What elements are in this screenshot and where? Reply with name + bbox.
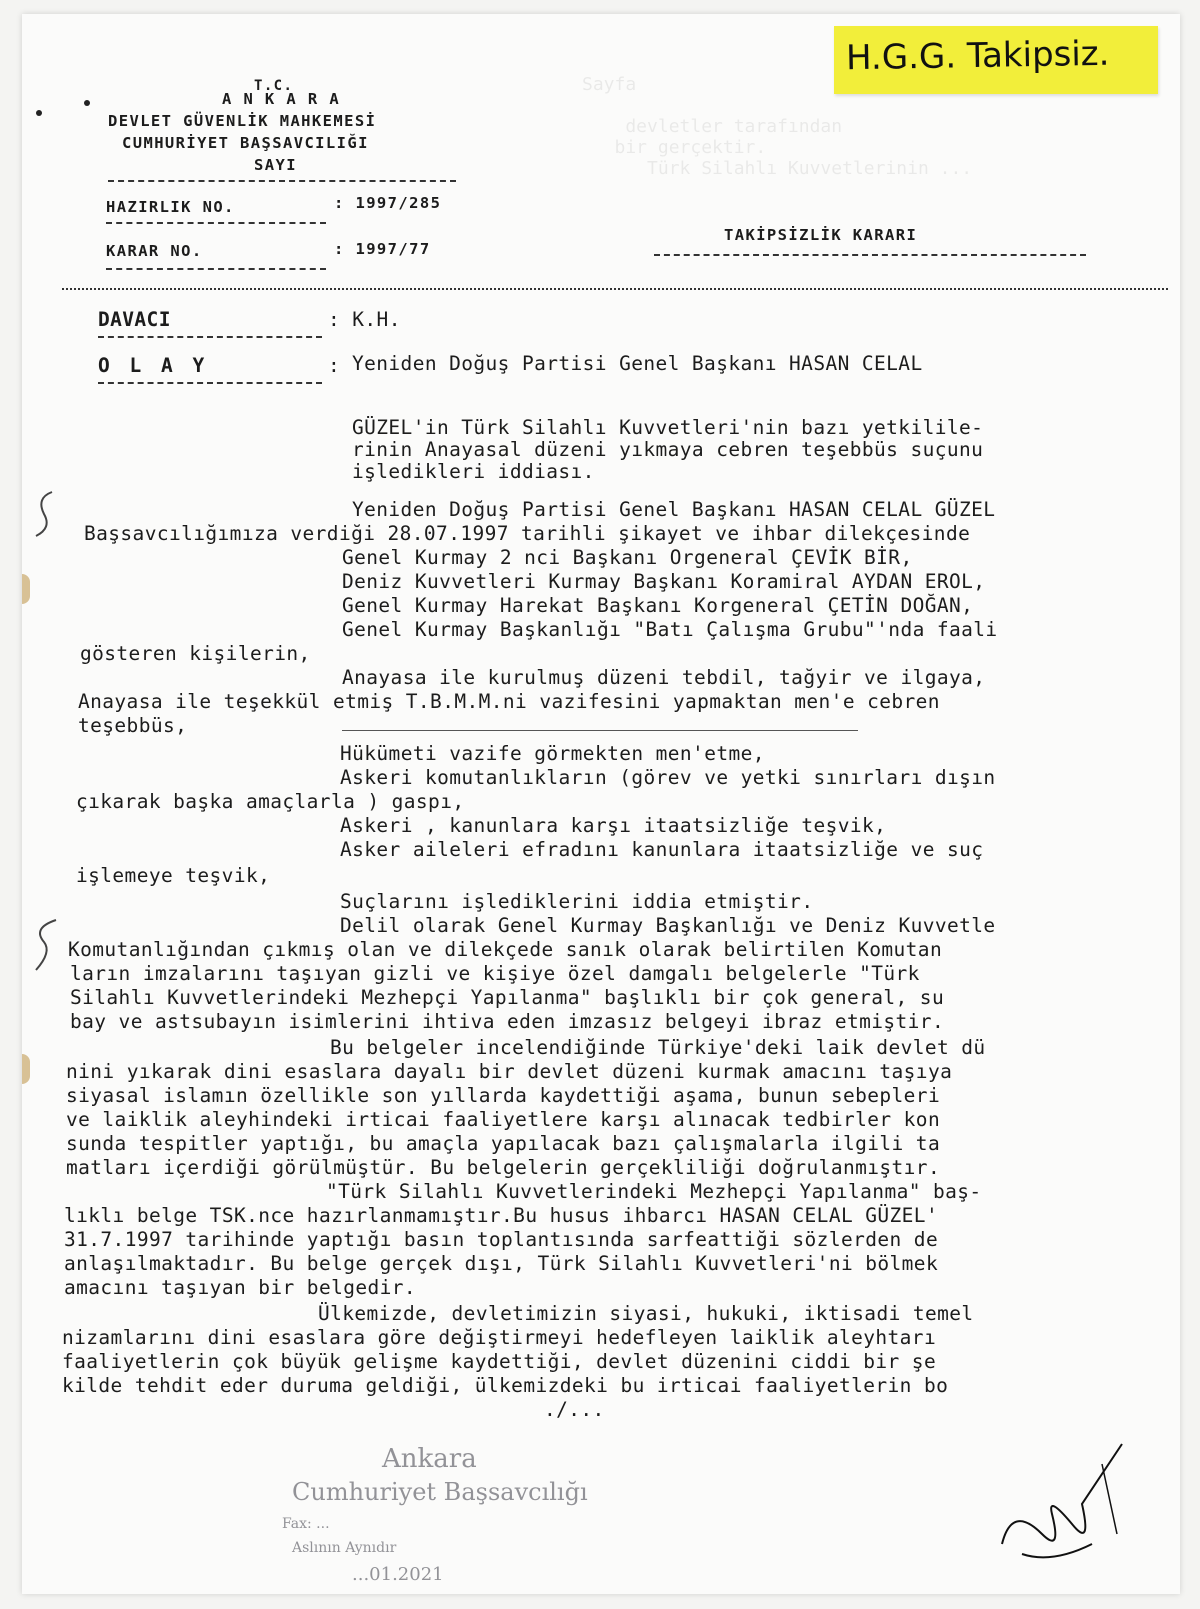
olay-colon: : [328, 354, 341, 377]
body-line: anlaşılmaktadır. Bu belge gerçek dışı, Türk Silahlı Kuvvetleri'ni bölmek [64, 1252, 939, 1275]
divider [98, 336, 322, 338]
body-line: Başsavcılığımıza verdiği 28.07.1997 tarihli şikayet ve ihbar dilekçesinde [84, 522, 971, 545]
punch-mark [84, 100, 90, 106]
body-line: amacını taşıyan bir belgedir. [64, 1276, 417, 1299]
handwritten-signature [982, 1424, 1142, 1574]
punch-mark [36, 110, 42, 116]
header-city: A N K A R A [222, 90, 341, 108]
margin-bracket-mark [22, 484, 82, 544]
body-line: nizamlarını dini esaslara göre değiştirmeyi hedefleyen laiklik aleyhtarı [62, 1326, 937, 1349]
body-line: 31.7.1997 tarihinde yaptığı basın toplantısında sarfeattiği sözlerden de [64, 1228, 939, 1251]
body-line: bay ve astsubayın isimlerini ihtiva eden imzasız belgeyi ibraz etmiştir. [70, 1010, 945, 1033]
sticky-note [834, 26, 1158, 94]
body-line: gösteren kişilerin, [80, 642, 311, 665]
hazirlik-value: : 1997/285 [334, 194, 442, 212]
stamp-line: Fax: ... [282, 1516, 330, 1532]
body-line: Anayasa ile kurulmuş düzeni tebdil, tağyir ve ilgaya, [342, 666, 986, 689]
sticky-note-text: H.G.G. Takipsiz. [845, 33, 1110, 79]
olay-line: işledikleri iddiası. [352, 460, 595, 483]
body-line: matları içerdiği görülmüştür. Bu belgelerin gerçekliliği doğrulanmıştır. [66, 1156, 941, 1179]
bleed-through-text: Sayfa devletler tarafından bir gerçektir. Türk Silahlı Kuvvetlerinin ... [582, 74, 973, 179]
body-line: Komutanlığından çıkmış olan ve dilekçede sanık olarak belirtilen Komutan [68, 938, 943, 961]
header-court: DEVLET GÜVENLİK MAHKEMESİ [108, 112, 377, 130]
stamp-line: Cumhuriyet Başsavcılığı [292, 1478, 588, 1506]
body-line: ların imzalarını taşıyan gizli ve kişiye özel damgalı belgelerle "Türk [70, 962, 920, 985]
body-line: teşebbüs, [78, 714, 188, 737]
body-line: çıkarak başka amaçlarla ) gaspı, [76, 790, 465, 813]
body-line: Silahlı Kuvvetlerindeki Mezhepçi Yapılanma" başlıklı bir çok general, su [70, 986, 945, 1009]
hazirlik-label: HAZIRLIK NO. [106, 198, 235, 216]
olay-line: Yeniden Doğuş Partisi Genel Başkanı HASAN CELAL [352, 352, 923, 375]
underline [342, 730, 858, 731]
divider [106, 268, 326, 270]
body-line: nini yıkarak dini esaslara dayalı bir devlet düzeni kurmak amacını taşıya [66, 1060, 953, 1083]
header-tc: T.C. [254, 78, 294, 94]
olay-line: rinin Anayasal düzeni yıkmaya cebren teşebbüs suçunu [352, 438, 984, 461]
body-line: Askeri komutanlıkların (görev ve yetki sınırları dışın [340, 766, 996, 789]
body-line: Hükümeti vazife görmekten men'etme, [340, 742, 765, 765]
olay-line: GÜZEL'in Türk Silahlı Kuvvetleri'nin bazı yetkilile- [352, 416, 984, 439]
stamp-line: Aslının Aynıdır [292, 1540, 397, 1556]
header-office: CUMHURİYET BAŞSAVCILIĞI [122, 134, 369, 152]
karar-value: : 1997/77 [334, 240, 431, 258]
body-line: Bu belgeler incelendiğinde Türkiye'deki laik devlet dü [330, 1036, 986, 1059]
olay-label: O L A Y [98, 354, 209, 377]
office-stamp [272, 1444, 632, 1594]
body-line: Suçlarını işlediklerini iddia etmiştir. [340, 890, 814, 913]
body-line: Genel Kurmay 2 nci Başkanı Orgeneral ÇEVİK BİR, [342, 546, 913, 569]
stamp-line: ...01.2021 [352, 1564, 444, 1585]
margin-bracket-mark [22, 914, 82, 984]
body-line: faaliyetlerin çok büyük gelişme kaydettiği, devlet düzenini ciddi bir şe [62, 1350, 937, 1373]
body-line: sunda tespitler yaptığı, bu amaçla yapılacak bazı çalışmalarla ilgili ta [66, 1132, 941, 1155]
body-line: Ülkemizde, devletimizin siyasi, hukuki, iktisadi temel [318, 1302, 974, 1325]
karar-label: KARAR NO. [106, 242, 203, 260]
stamp-line: Ankara [382, 1444, 477, 1474]
punch-hole [22, 1054, 30, 1084]
punch-hole [22, 574, 30, 604]
body-line: işlemeye teşvik, [76, 864, 271, 887]
body-line: siyasal islamın özellikle son yıllarda kaydettiği aşama, bunun sebepleri [66, 1084, 941, 1107]
body-line: Deniz Kuvvetleri Kurmay Başkanı Koramiral AYDAN EROL, [342, 570, 986, 593]
title-underline [654, 254, 1086, 256]
section-divider [62, 288, 1168, 290]
body-line: kilde tehdit eder duruma geldiği, ülkemizdeki bu irticai faaliyetlerin bo [62, 1374, 949, 1397]
divider [108, 180, 456, 182]
body-line: "Türk Silahlı Kuvvetlerindeki Mezhepçi Yapılanma" baş- [326, 1180, 982, 1203]
body-line: Anayasa ile teşekkül etmiş T.B.M.M.ni vazifesini yapmaktan men'e cebren [78, 690, 940, 713]
body-line: Genel Kurmay Harekat Başkanı Korgeneral ÇETİN DOĞAN, [342, 594, 974, 617]
body-line: Delil olarak Genel Kurmay Başkanlığı ve Deniz Kuvvetle [340, 914, 996, 937]
davaci-value: : K.H. [328, 308, 401, 331]
body-line: Askeri , kanunlara karşı itaatsizliğe teşvik, [340, 814, 887, 837]
divider [106, 222, 326, 224]
body-line: Yeniden Doğuş Partisi Genel Başkanı HASAN CELAL GÜZEL [352, 498, 996, 521]
document-page [22, 14, 1180, 1594]
continuation-mark: ./... [544, 1398, 605, 1421]
header-sayi: SAYI [254, 156, 297, 174]
body-line: Asker aileleri efradını kanunlara itaatsizliğe ve suç [340, 838, 984, 861]
body-line: Genel Kurmay Başkanlığı "Batı Çalışma Grubu"'nda faali [342, 618, 998, 641]
davaci-label: DAVACI [98, 308, 171, 331]
body-line: ve laiklik aleyhindeki irticai faaliyetlere karşı alınacak tedbirler kon [66, 1108, 941, 1131]
divider [98, 382, 322, 384]
body-line: lıklı belge TSK.nce hazırlanmamıştır.Bu husus ihbarcı HASAN CELAL GÜZEL' [64, 1204, 939, 1227]
decision-title: TAKİPSİZLİK KARARI [724, 226, 918, 244]
